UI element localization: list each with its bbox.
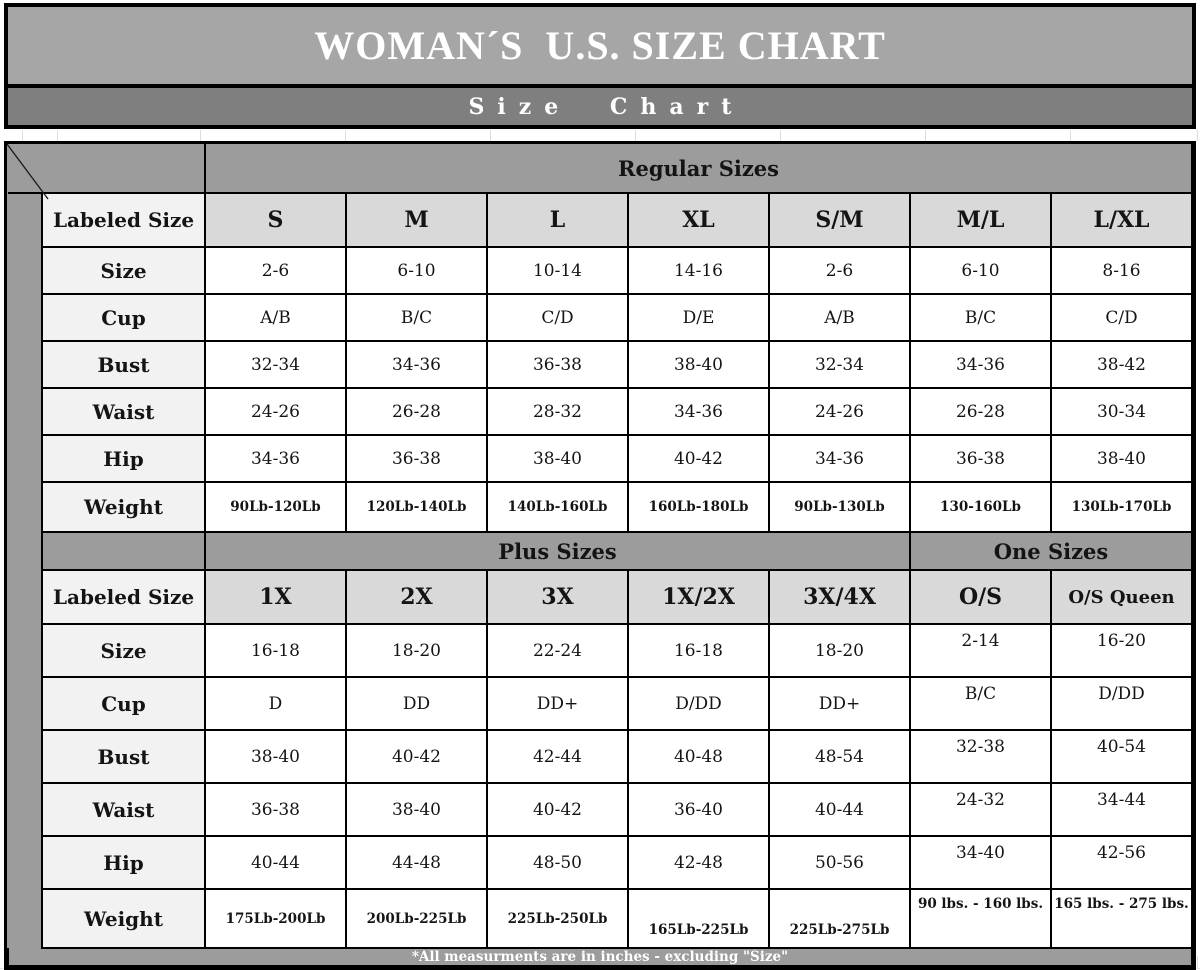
corner-cell [42, 532, 205, 570]
data-cell: 38-42 [1051, 341, 1192, 388]
spreadsheet-gridlines-top [0, 130, 1200, 141]
regular-hip-row [8, 435, 1192, 482]
data-cell: 130Lb-170Lb [1051, 482, 1192, 532]
plus-header-row [8, 570, 1192, 624]
data-cell: 40-54 [1051, 730, 1192, 783]
data-cell: 40-48 [628, 730, 769, 783]
data-cell: 24-26 [205, 388, 346, 435]
data-cell: 48-54 [769, 730, 910, 783]
row-label: Cup [42, 677, 205, 730]
col-header: XL [628, 193, 769, 247]
data-cell: D/DD [1051, 677, 1192, 730]
data-cell: 34-36 [205, 435, 346, 482]
data-cell: 24-32 [910, 783, 1051, 836]
row-label: Weight [42, 482, 205, 532]
size-chart-table [4, 141, 1196, 970]
col-header: 3X [487, 570, 628, 624]
data-cell: 36-38 [910, 435, 1051, 482]
plus-weight-row [8, 889, 1192, 948]
plus-bust-row [8, 730, 1192, 783]
data-cell: 28-32 [487, 388, 628, 435]
data-cell: 36-38 [346, 435, 487, 482]
col-header: S/M [769, 193, 910, 247]
data-cell: 34-40 [910, 836, 1051, 889]
regular-bust-row [8, 341, 1192, 388]
row-label: Labeled Size [42, 193, 205, 247]
data-cell: 38-40 [1051, 435, 1192, 482]
footnote: *All measurments are in inches - excluding "Size" [8, 948, 1192, 966]
data-cell: 140Lb-160Lb [487, 482, 628, 532]
data-cell: A/B [769, 294, 910, 341]
data-cell: 10-14 [487, 247, 628, 294]
data-cell: 24-26 [769, 388, 910, 435]
data-cell: 8-16 [1051, 247, 1192, 294]
data-cell: 36-40 [628, 783, 769, 836]
data-cell: 40-42 [628, 435, 769, 482]
row-label: Cup [42, 294, 205, 341]
data-cell: D/DD [628, 677, 769, 730]
plus-hip-row [8, 836, 1192, 889]
data-cell: D/E [628, 294, 769, 341]
data-cell: 16-18 [628, 624, 769, 677]
page-title: WOMAN´S U.S. SIZE CHART [314, 23, 886, 68]
row-label: Hip [42, 435, 205, 482]
title-bar [8, 7, 1192, 84]
data-cell: 18-20 [346, 624, 487, 677]
data-cell: 42-44 [487, 730, 628, 783]
row-label: Size [42, 624, 205, 677]
data-cell: 2-14 [910, 624, 1051, 677]
data-cell: 38-40 [205, 730, 346, 783]
plus-band-row [8, 532, 1192, 570]
data-cell: 120Lb-140Lb [346, 482, 487, 532]
corner-cell [8, 144, 205, 193]
data-cell: 6-10 [910, 247, 1051, 294]
data-cell: 32-38 [910, 730, 1051, 783]
data-cell: B/C [346, 294, 487, 341]
data-cell: 165Lb-225Lb [628, 889, 769, 948]
data-cell: 14-16 [628, 247, 769, 294]
data-cell: 130-160Lb [910, 482, 1051, 532]
col-header: L [487, 193, 628, 247]
row-label: Waist [42, 783, 205, 836]
data-cell: 6-10 [346, 247, 487, 294]
col-header: O/S [910, 570, 1051, 624]
data-cell: DD+ [769, 677, 910, 730]
col-header: S [205, 193, 346, 247]
data-cell: 26-28 [346, 388, 487, 435]
col-header: M [346, 193, 487, 247]
data-cell: A/B [205, 294, 346, 341]
data-cell: 26-28 [910, 388, 1051, 435]
col-header: 1X/2X [628, 570, 769, 624]
data-cell: 90 lbs. - 160 lbs. [910, 889, 1051, 948]
data-cell: 44-48 [346, 836, 487, 889]
data-cell: 40-42 [487, 783, 628, 836]
size-table [7, 144, 1193, 967]
data-cell: 16-20 [1051, 624, 1192, 677]
regular-waist-row [8, 388, 1192, 435]
regular-weight-row [8, 482, 1192, 532]
data-cell: 22-24 [487, 624, 628, 677]
regular-cup-row [8, 294, 1192, 341]
data-cell: D [205, 677, 346, 730]
row-label: Labeled Size [42, 570, 205, 624]
row-label: Bust [42, 730, 205, 783]
data-cell: 42-48 [628, 836, 769, 889]
col-header: 2X [346, 570, 487, 624]
data-cell: 34-44 [1051, 783, 1192, 836]
data-cell: 34-36 [769, 435, 910, 482]
data-cell: 2-6 [205, 247, 346, 294]
data-cell: 90Lb-120Lb [205, 482, 346, 532]
data-cell: DD+ [487, 677, 628, 730]
data-cell: 48-50 [487, 836, 628, 889]
data-cell: 30-34 [1051, 388, 1192, 435]
regular-header-row [8, 193, 1192, 247]
left-gray-strip [8, 193, 42, 948]
data-cell: 34-36 [346, 341, 487, 388]
data-cell: 40-44 [205, 836, 346, 889]
col-header: 1X [205, 570, 346, 624]
data-cell: B/C [910, 294, 1051, 341]
data-cell: 2-6 [769, 247, 910, 294]
row-label: Size [42, 247, 205, 294]
chart-header-block [4, 3, 1196, 129]
regular-band-row [8, 144, 1192, 193]
plus-size-row [8, 624, 1192, 677]
data-cell: 225Lb-275Lb [769, 889, 910, 948]
data-cell: 38-40 [487, 435, 628, 482]
footnote-row [8, 948, 1192, 966]
data-cell: 90Lb-130Lb [769, 482, 910, 532]
data-cell: 38-40 [346, 783, 487, 836]
subtitle-bar [8, 88, 1192, 125]
data-cell: 175Lb-200Lb [205, 889, 346, 948]
data-cell: 165 lbs. - 275 lbs. [1051, 889, 1192, 948]
data-cell: 50-56 [769, 836, 910, 889]
col-header: M/L [910, 193, 1051, 247]
band-plus-sizes: Plus Sizes [205, 532, 910, 570]
data-cell: 40-42 [346, 730, 487, 783]
data-cell: 18-20 [769, 624, 910, 677]
col-header: 3X/4X [769, 570, 910, 624]
row-label: Hip [42, 836, 205, 889]
data-cell: C/D [1051, 294, 1192, 341]
data-cell: 38-40 [628, 341, 769, 388]
data-cell: 160Lb-180Lb [628, 482, 769, 532]
data-cell: 32-34 [769, 341, 910, 388]
col-header: L/XL [1051, 193, 1192, 247]
regular-size-row [8, 247, 1192, 294]
data-cell: 36-38 [487, 341, 628, 388]
page-subtitle: Size Chart [468, 93, 745, 120]
data-cell: 16-18 [205, 624, 346, 677]
data-cell: C/D [487, 294, 628, 341]
row-label: Weight [42, 889, 205, 948]
plus-cup-row [8, 677, 1192, 730]
data-cell: 36-38 [205, 783, 346, 836]
data-cell: B/C [910, 677, 1051, 730]
data-cell: 32-34 [205, 341, 346, 388]
data-cell: 34-36 [628, 388, 769, 435]
data-cell: 225Lb-250Lb [487, 889, 628, 948]
band-regular-sizes: Regular Sizes [205, 144, 1192, 193]
row-label: Bust [42, 341, 205, 388]
band-one-sizes: One Sizes [910, 532, 1192, 570]
col-header: O/S Queen [1051, 570, 1192, 624]
data-cell: 40-44 [769, 783, 910, 836]
data-cell: 42-56 [1051, 836, 1192, 889]
row-label: Waist [42, 388, 205, 435]
data-cell: 34-36 [910, 341, 1051, 388]
data-cell: DD [346, 677, 487, 730]
plus-waist-row [8, 783, 1192, 836]
data-cell: 200Lb-225Lb [346, 889, 487, 948]
